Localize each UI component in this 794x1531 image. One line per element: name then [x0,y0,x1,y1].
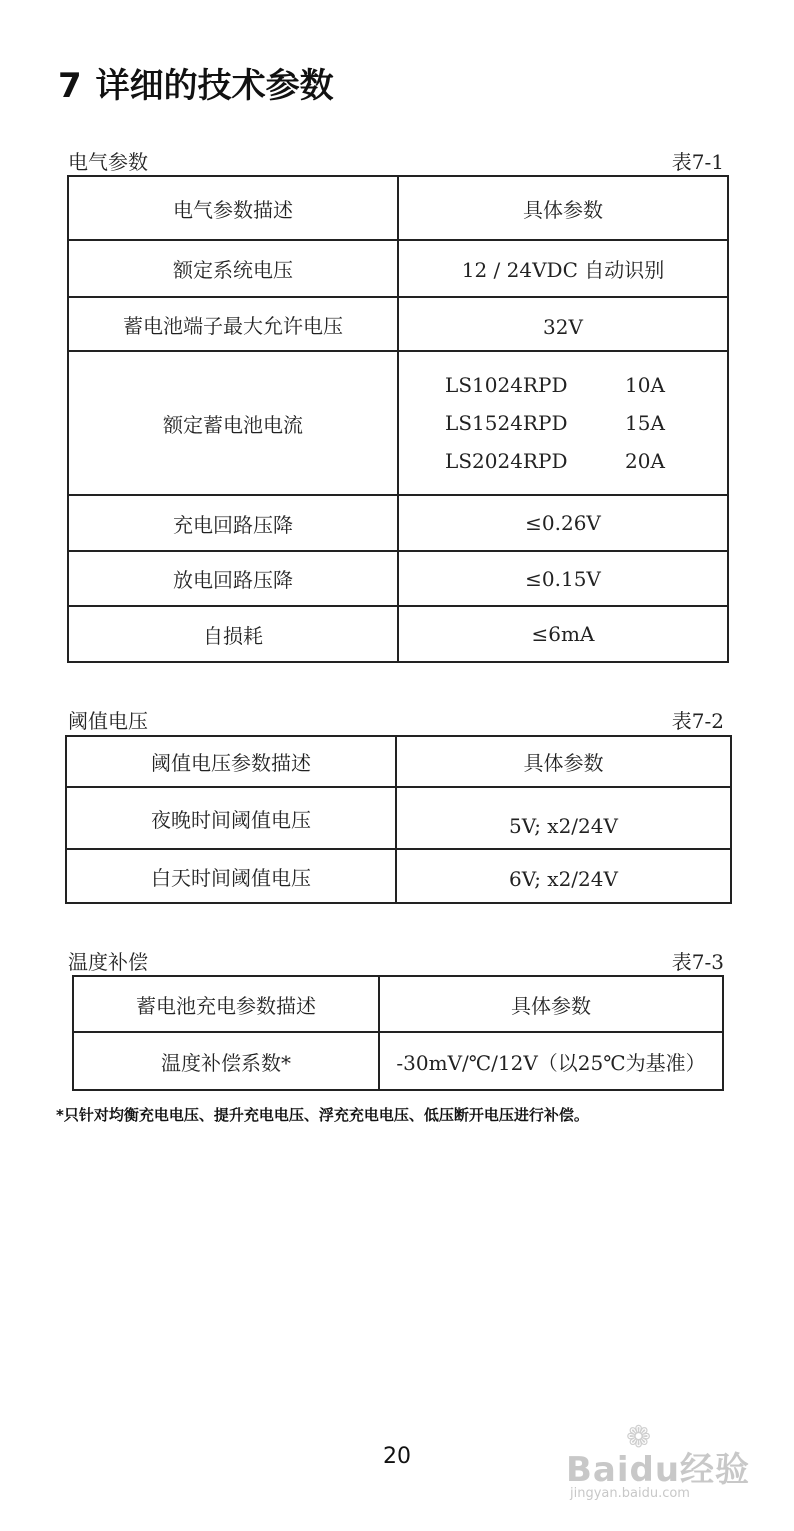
table-header-row [66,736,731,787]
section-number: 7 [58,66,82,106]
section-heading [58,58,334,107]
watermark-brand: Baidu经验 [566,1450,751,1490]
param-value-cell [396,787,731,849]
baidu-watermark [566,1420,756,1500]
temperature-compensation-table [72,975,724,1091]
header-value: 具体参数 [379,976,723,1032]
param-name: 额定系统电压 [68,240,398,297]
param-name: 白天时间阈值电压 [66,849,396,903]
table1-label: 表7-1 [671,150,724,174]
table-header-row [73,976,723,1032]
param-value: ≤0.26V [398,495,728,551]
table1-caption: 电气参数 [68,150,148,174]
paw-icon: ❁ [626,1420,652,1455]
param-value-cell [398,297,728,351]
model-list-cell [398,351,728,495]
table-row [68,495,728,551]
table-row [66,787,731,849]
header-description: 蓄电池充电参数描述 [73,976,379,1032]
table-row [68,297,728,351]
model-name: LS1024RPD [445,373,568,397]
header-description: 阈值电压参数描述 [66,736,396,787]
param-name: 自损耗 [68,606,398,662]
page-number: 20 [383,1444,411,1469]
model-list [445,366,665,480]
table2-label: 表7-2 [671,709,724,733]
table2-caption: 阈值电压 [68,709,148,733]
section-title: 详细的技术参数 [95,66,334,106]
model-current: 10A [625,373,665,397]
model-row [445,442,665,480]
param-value: 5V; x2/24V [509,814,618,838]
model-current: 20A [625,449,665,473]
model-name: LS1524RPD [445,411,568,435]
param-name: 放电回路压降 [68,551,398,606]
header-description: 电气参数描述 [68,176,398,240]
table-row [68,351,728,495]
watermark-url: jingyan.baidu.com [570,1486,690,1501]
param-name: 额定蓄电池电流 [68,351,398,495]
param-name: 温度补偿系数* [73,1032,379,1090]
param-value: 12 / 24VDC 自动识别 [398,240,728,297]
param-name: 充电回路压降 [68,495,398,551]
table-row [68,606,728,662]
table-row [68,551,728,606]
table-header-row [68,176,728,240]
model-row [445,366,665,404]
param-name: 蓄电池端子最大允许电压 [68,297,398,351]
header-value: 具体参数 [398,176,728,240]
footnote: *只针对均衡充电电压、提升充电电压、浮充充电电压、低压断开电压进行补偿。 [56,1106,589,1124]
param-value: 6V; x2/24V [509,867,618,891]
table3-label: 表7-3 [671,950,724,974]
table-row [68,240,728,297]
model-name: LS2024RPD [445,449,568,473]
table-row [66,849,731,903]
model-current: 15A [625,411,665,435]
param-value: -30mV/℃/12V（以25℃为基准） [379,1032,723,1090]
param-value: 32V [543,315,583,339]
table3-caption: 温度补偿 [68,950,148,974]
table-row [73,1032,723,1090]
param-value: ≤0.15V [398,551,728,606]
electrical-params-table [67,175,729,663]
param-name: 夜晚时间阈值电压 [66,787,396,849]
param-value: ≤6mA [398,606,728,662]
threshold-voltage-table [65,735,732,904]
model-row [445,404,665,442]
header-value: 具体参数 [396,736,731,787]
param-value-cell [396,849,731,903]
